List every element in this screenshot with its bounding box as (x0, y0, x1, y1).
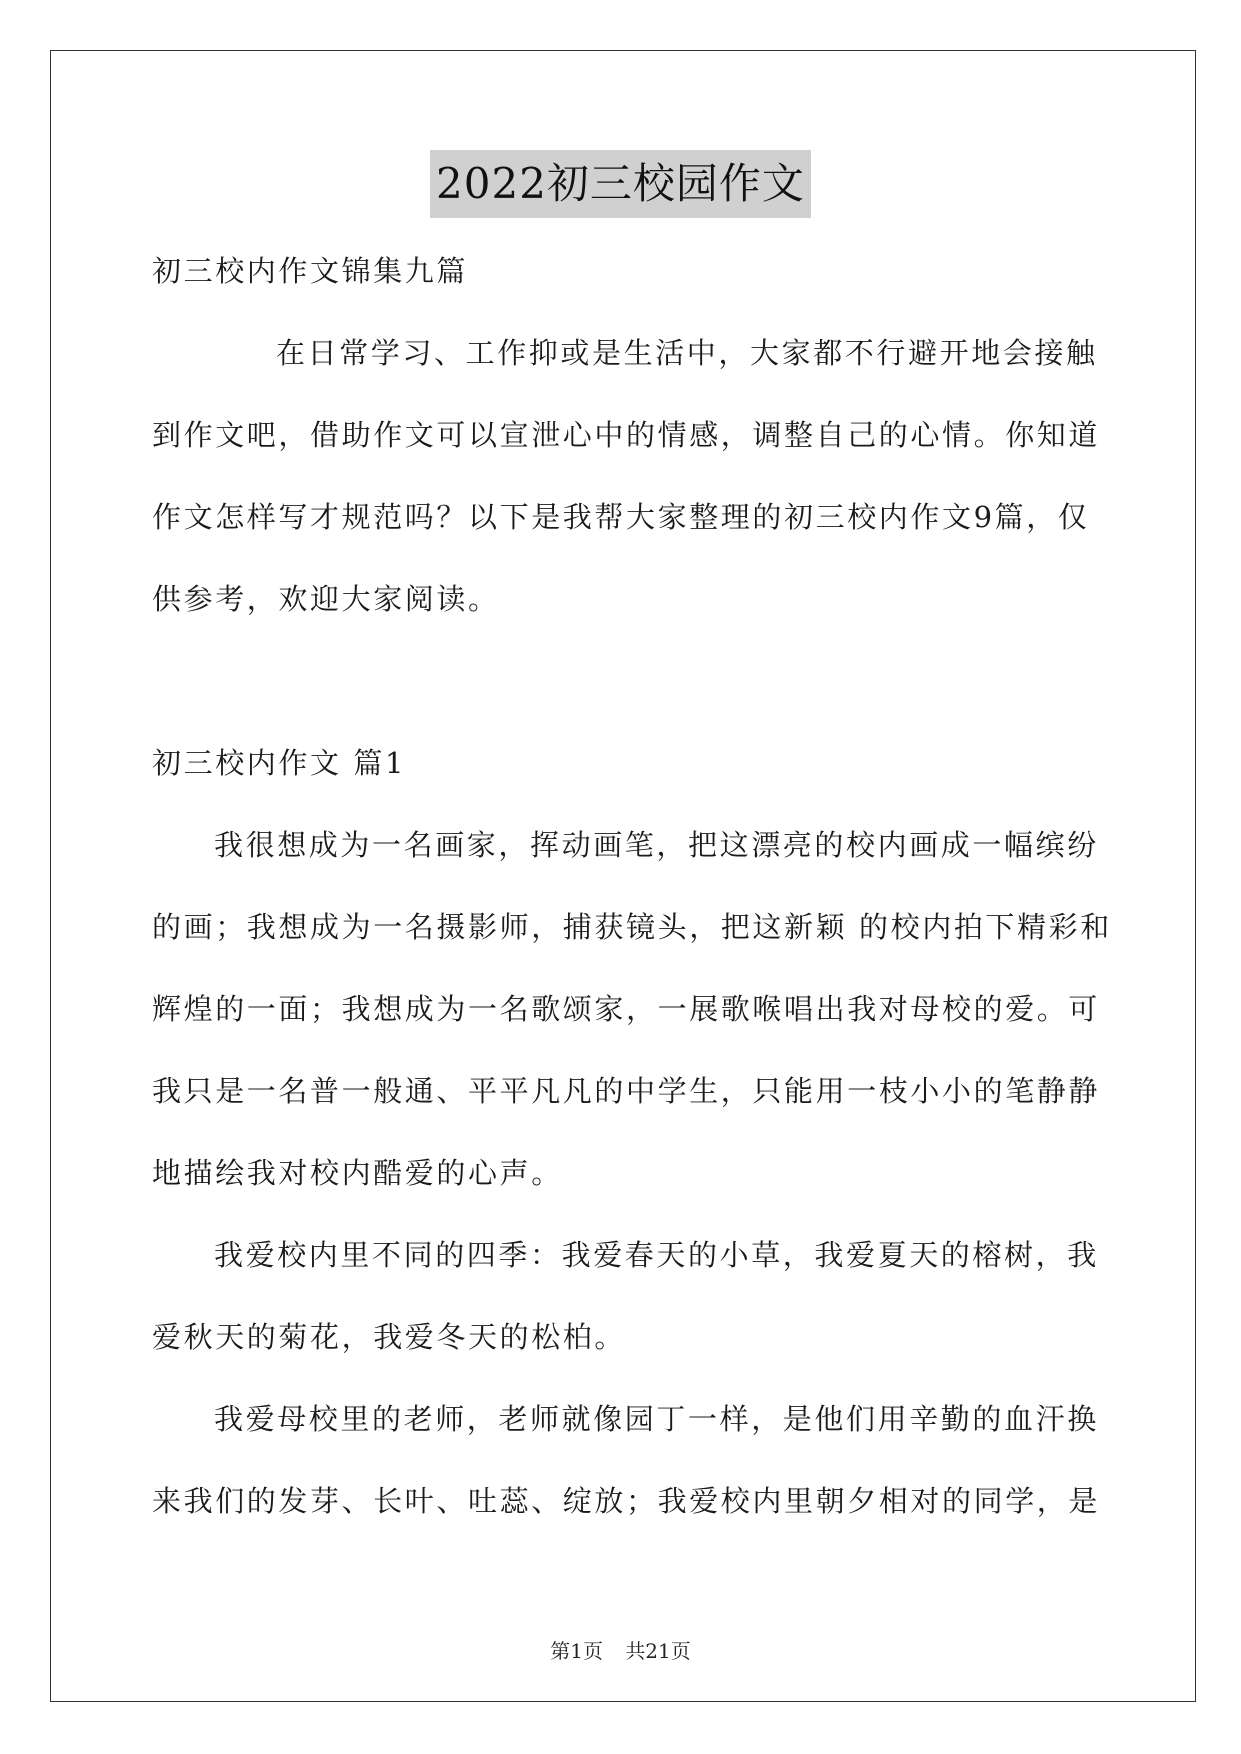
title-container (0, 150, 1241, 218)
paragraph-line: 辉煌的一面；我想成为一名歌颂家，一展歌喉唱出我对母校的爱。可 (152, 992, 1101, 1026)
intro-line: 作文怎样写才规范吗？以下是我帮大家整理的初三校内作文9篇，仅 (152, 500, 1090, 534)
paragraph-line: 我爱母校里的老师，老师就像园丁一样，是他们用辛勤的血汗换 (214, 1402, 1099, 1436)
intro-line: 在日常学习、工作抑或是生活中，大家都不行避开地会接触 (276, 336, 1098, 370)
spacer (152, 640, 1092, 722)
intro-line: 供参考，欢迎大家阅读。 (152, 582, 500, 616)
paragraph-line: 来我们的发芽、长叶、吐蕊、绽放；我爱校内里朝夕相对的同学，是 (152, 1484, 1101, 1518)
paragraph-line: 的画；我想成为一名摄影师，捕获镜头，把这新颖 的校内拍下精彩和 (152, 910, 1112, 944)
document-body (152, 230, 1112, 1542)
paragraph-line: 我只是一名普一般通、平平凡凡的中学生，只能用一枝小小的笔静静 (152, 1074, 1101, 1108)
paragraph-line: 地描绘我对校内酷爱的心声。 (152, 1156, 563, 1190)
document-title: 2022初三校园作文 (430, 150, 811, 218)
paragraph-line: 爱秋天的菊花，我爱冬天的松柏。 (152, 1320, 627, 1354)
page-number: 第1页 (550, 1639, 603, 1663)
intro-line: 到作文吧，借助作文可以宣泄心中的情感，调整自己的心情。你知道 (152, 418, 1101, 452)
document-subtitle: 初三校内作文锦集九篇 (152, 254, 469, 288)
paragraph-line: 我很想成为一名画家，挥动画笔，把这漂亮的校内画成一幅缤纷 (214, 828, 1099, 862)
page-footer (0, 1635, 1241, 1664)
paragraph-line: 我爱校内里不同的四季：我爱春天的小草，我爱夏天的榕树，我 (214, 1238, 1099, 1272)
page-total: 共21页 (625, 1639, 691, 1663)
section-heading: 初三校内作文 篇1 (152, 746, 407, 780)
